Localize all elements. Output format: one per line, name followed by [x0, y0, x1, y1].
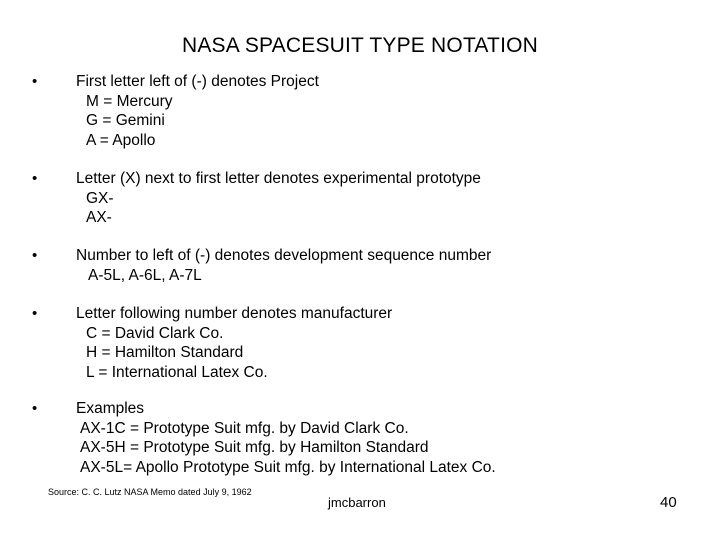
- sub-item: AX-: [86, 209, 112, 226]
- sub-item: C = David Clark Co.: [86, 324, 224, 342]
- sub-item: G = Gemini: [86, 112, 165, 129]
- sub-item: A = Apollo: [86, 131, 156, 149]
- author-footer: jmcbarron: [328, 495, 386, 510]
- bullet-dot-icon: •: [32, 73, 38, 90]
- bullet-dot-icon: •: [32, 305, 38, 322]
- slide-title: NASA SPACESUIT TYPE NOTATION: [181, 34, 539, 57]
- sub-item: AX-5L= Apollo Prototype Suit mfg. by International Latex Co.: [80, 458, 496, 476]
- sub-item: M = Mercury: [86, 92, 173, 110]
- sub-item: GX-: [86, 189, 114, 207]
- sub-item: L = International Latex Co.: [86, 363, 268, 381]
- bullet-text: Letter (X) next to first letter denotes experimental prototype: [76, 170, 481, 187]
- bullet-text: First letter left of (-) denotes Project: [76, 73, 319, 90]
- bullet-dot-icon: •: [32, 170, 38, 187]
- sub-item: AX-5H = Prototype Suit mfg. by Hamilton Standard: [80, 439, 429, 456]
- sub-item: A-5L, A-6L, A-7L: [88, 266, 202, 284]
- bullet-text: Letter following number denotes manufacturer: [76, 305, 393, 322]
- page-number: 40: [660, 494, 677, 511]
- sub-item: H = Hamilton Standard: [86, 344, 244, 361]
- bullet-text: Examples: [76, 400, 145, 417]
- bullet-dot-icon: •: [32, 247, 38, 264]
- bullet-text: Number to left of (-) denotes development sequence number: [76, 247, 492, 264]
- sub-item: AX-1C = Prototype Suit mfg. by David Clark Co.: [80, 419, 409, 437]
- source-citation: Source: C. C. Lutz NASA Memo dated July 9, 1962: [48, 487, 252, 497]
- bullet-dot-icon: •: [32, 400, 38, 417]
